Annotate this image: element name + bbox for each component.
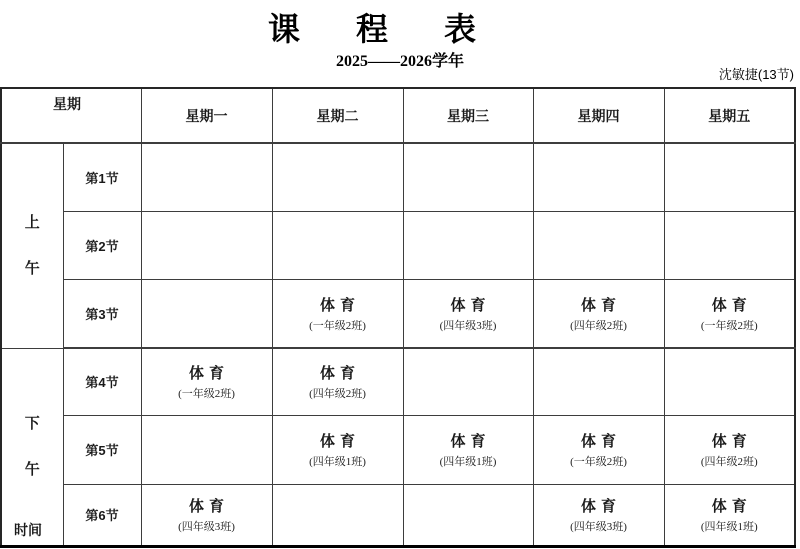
teacher-note: 沈敏捷(13节)	[718, 67, 794, 82]
period-cell-4: 第4节	[63, 348, 141, 415]
group-text: (四年级3班)	[439, 319, 497, 332]
group-text: (四年级2班)	[309, 388, 366, 401]
subject-text: 体育	[580, 499, 621, 515]
group-text: (四年级2班)	[700, 456, 758, 468]
class-cell	[533, 484, 664, 546]
class-cell	[664, 348, 795, 415]
class-cell	[533, 143, 664, 211]
class-cell	[533, 415, 664, 484]
subject-text: 体育	[188, 499, 229, 515]
class-cell	[141, 143, 272, 211]
class-cell	[664, 279, 795, 348]
class-cell	[403, 279, 533, 348]
subject-text: 体育	[319, 434, 360, 450]
section-morning-label: 上午	[24, 213, 40, 277]
class-cell	[272, 484, 403, 546]
class-cell	[403, 415, 533, 484]
subject-text: 体育	[580, 434, 621, 450]
day-header-friday: 星期五	[664, 88, 795, 143]
class-cell	[272, 415, 403, 484]
day-header-monday: 星期一	[141, 88, 272, 143]
corner-day-label: 星期	[53, 96, 81, 112]
class-cell	[403, 484, 533, 546]
class-cell	[403, 211, 533, 279]
class-cell	[141, 484, 272, 546]
period-cell-3: 第3节	[63, 279, 141, 348]
subject-text: 体育	[188, 366, 229, 383]
class-cell	[272, 348, 403, 415]
subject-text: 体育	[319, 366, 360, 383]
class-cell	[141, 348, 272, 415]
page-title: 课程表	[267, 11, 532, 47]
subject-text: 体育	[319, 297, 360, 314]
class-cell	[664, 211, 795, 279]
section-afternoon-label: 下午	[24, 414, 40, 478]
day-header-thursday: 星期四	[533, 88, 664, 143]
class-cell	[664, 484, 795, 546]
group-text: (四年级1班)	[439, 456, 497, 468]
period-cell-6: 第6节	[63, 484, 141, 546]
page-subtitle: 2025——2026学年	[335, 53, 464, 70]
subject-text: 体育	[711, 434, 752, 450]
subject-text: 体育	[711, 297, 752, 314]
class-cell	[141, 415, 272, 484]
day-header-tuesday: 星期二	[272, 88, 403, 143]
group-text: (四年级3班)	[178, 521, 235, 533]
day-header-wednesday: 星期三	[403, 88, 533, 143]
class-cell	[664, 143, 795, 211]
period-cell-5: 第5节	[63, 415, 141, 484]
class-cell	[141, 279, 272, 348]
class-cell	[272, 279, 403, 348]
class-cell	[533, 348, 664, 415]
class-cell	[272, 211, 403, 279]
group-text: (四年级1班)	[700, 521, 758, 533]
group-text: (一年级2班)	[700, 319, 758, 332]
class-cell	[664, 415, 795, 484]
period-cell-2: 第2节	[63, 211, 141, 279]
class-cell	[403, 348, 533, 415]
group-text: (一年级2班)	[178, 388, 235, 401]
class-cell	[403, 143, 533, 211]
subject-text: 体育	[450, 434, 491, 450]
period-cell-1: 第1节	[63, 143, 141, 211]
class-cell	[533, 211, 664, 279]
corner-time-label: 时间	[14, 522, 42, 538]
group-text: (四年级3班)	[570, 521, 627, 533]
class-cell	[272, 143, 403, 211]
schedule-table	[0, 87, 796, 548]
section-afternoon	[1, 348, 63, 546]
group-text: (四年级2班)	[570, 319, 627, 332]
group-text: (一年级2班)	[570, 456, 627, 468]
class-cell	[141, 211, 272, 279]
class-cell	[533, 279, 664, 348]
group-text: (四年级1班)	[309, 456, 366, 468]
group-text: (一年级2班)	[309, 319, 366, 332]
section-morning	[1, 143, 63, 348]
subject-text: 体育	[580, 297, 621, 314]
subject-text: 体育	[711, 499, 752, 515]
subject-text: 体育	[450, 297, 491, 314]
